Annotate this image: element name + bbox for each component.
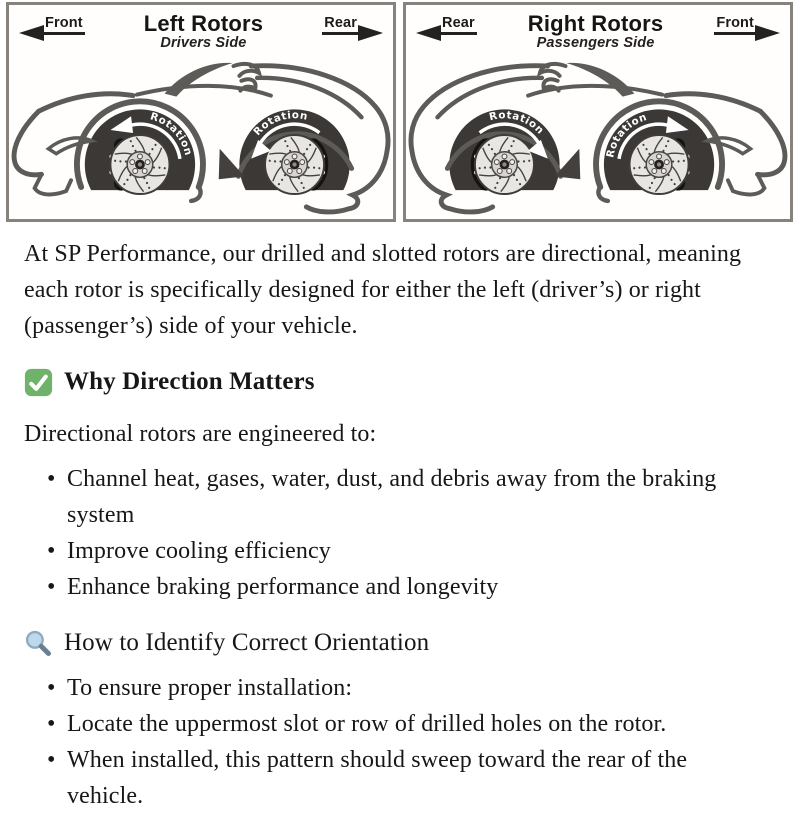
panel-subtitle: Drivers Side — [160, 34, 247, 51]
car-illustration-left — [9, 49, 393, 217]
left-rotors-panel — [6, 2, 396, 222]
list-item: • Improve cooling efficiency — [46, 533, 756, 569]
section-heading-why-direction-matters — [24, 364, 756, 400]
check-mark-icon — [24, 368, 53, 397]
rotation-label: Rotation — [148, 110, 195, 158]
direction-text: Front — [714, 16, 756, 35]
direction-text: Rear — [440, 16, 477, 35]
left-arrow-icon — [19, 25, 44, 41]
front-direction-label — [19, 16, 85, 35]
left-panel-header — [9, 5, 393, 51]
right-arrow-icon — [755, 25, 780, 41]
rear-direction-label — [416, 16, 477, 35]
heading-text: How to Identify Correct Orientation — [64, 629, 430, 656]
direction-text: Rear — [322, 16, 359, 35]
right-panel-header — [406, 5, 790, 51]
list-item: • Locate the uppermost slot or row of drilled holes on the rotor. — [46, 706, 756, 742]
list-item: • When installed, this pattern should sweep toward the rear of the vehicle. — [46, 742, 756, 814]
direction-text: Front — [43, 16, 85, 35]
heading-text: Why Direction Matters — [64, 368, 315, 395]
magnifying-glass-icon — [24, 629, 53, 658]
intro-paragraph: At SP Performance, our drilled and slotted rotors are directional, meaning each rotor is specifically designed for either the left (driver’s) or right (passenger’s) side of your vehicle. — [24, 241, 742, 339]
right-arrow-icon — [358, 25, 383, 41]
orientation-list — [46, 670, 756, 814]
section-lead: Directional rotors are engineered to: — [24, 421, 377, 447]
right-rotors-panel — [403, 2, 793, 222]
list-item: • Channel heat, gases, water, dust, and debris away from the braking system — [46, 461, 756, 533]
front-direction-label — [714, 16, 780, 35]
rotation-label: Rotation — [251, 109, 310, 139]
panel-subtitle: Passengers Side — [536, 34, 655, 51]
list-item: • Enhance braking performance and longevity — [46, 569, 756, 605]
panel-titles — [144, 13, 264, 51]
car-illustration-right — [406, 49, 790, 217]
list-item: • To ensure proper installation: — [46, 670, 756, 706]
benefits-list — [46, 461, 756, 605]
article — [0, 222, 800, 814]
panel-title: Left Rotors — [143, 11, 264, 36]
rear-direction-label — [322, 16, 383, 35]
left-arrow-icon — [416, 25, 441, 41]
rotation-label: Rotation — [488, 109, 547, 137]
rotation-label: Rotation — [604, 110, 649, 159]
panel-title: Right Rotors — [527, 11, 664, 36]
panel-titles — [528, 13, 664, 51]
rotor-direction-diagram — [0, 0, 800, 222]
section-heading-how-to-identify — [24, 625, 756, 661]
